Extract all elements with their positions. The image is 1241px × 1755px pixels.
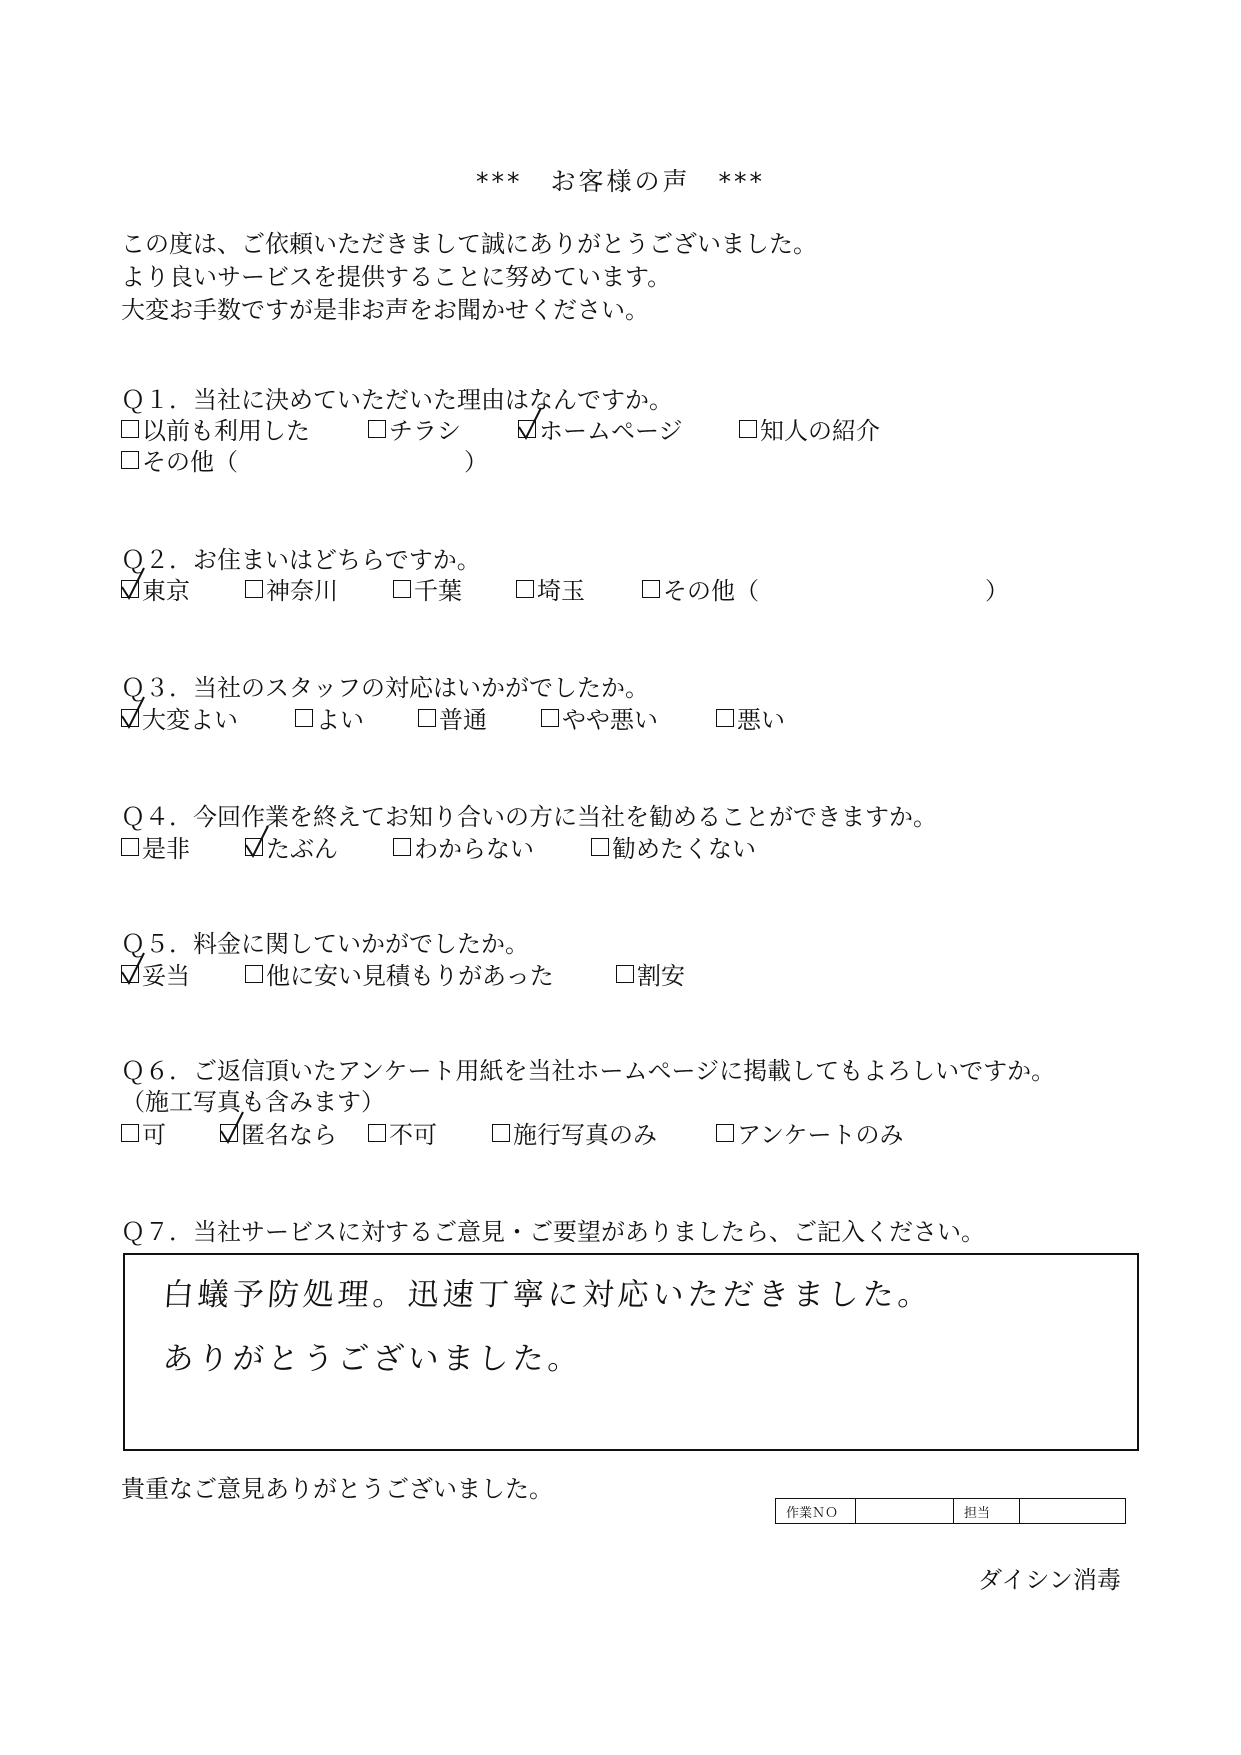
company-name: ダイシン消毒 [978, 1566, 1121, 1594]
question-6: Ｑ６．ご返信頂いたアンケート用紙を当社ホームページに掲載してもよろしいですか。 [121, 1057, 1056, 1085]
q5-option-cheaper-quote[interactable]: 他に安い見積もりがあった [245, 956, 554, 991]
checkbox[interactable] [418, 709, 436, 727]
q5-option-reasonable[interactable]: 妥当 [121, 956, 190, 991]
q2-option-saitama[interactable]: 埼玉 [516, 571, 585, 606]
q2-option-other[interactable]: その他（ [642, 571, 759, 606]
checkbox[interactable] [121, 420, 139, 438]
q2-option-tokyo[interactable]: 東京 [121, 571, 190, 606]
checkbox[interactable] [368, 420, 386, 438]
thanks-text: 貴重なご意見ありがとうございました。 [121, 1475, 553, 1503]
q6-option-anonymous[interactable]: 匿名なら [220, 1115, 337, 1150]
handwritten-answer-line: ありがとうございました。 [161, 1341, 585, 1377]
q2-option-kanagawa[interactable]: 神奈川 [245, 571, 338, 606]
checkbox[interactable] [368, 1124, 386, 1142]
q3-option-good[interactable]: よい [295, 700, 364, 735]
checkbox[interactable] [541, 709, 559, 727]
q6-option-ok[interactable]: 可 [121, 1115, 166, 1150]
checkbox[interactable] [642, 580, 660, 598]
q6-option-not-ok[interactable]: 不可 [368, 1115, 437, 1150]
question-6-note: （施工写真も含みます） [121, 1088, 385, 1116]
intro-line: この度は、ご依頼いただきまして誠にありがとうございました。 [121, 230, 817, 258]
check-mark-icon [517, 407, 543, 441]
q3-option-somewhat-bad[interactable]: やや悪い [541, 700, 658, 735]
check-mark-icon [219, 1111, 245, 1145]
q4-option-definitely[interactable]: 是非 [121, 829, 190, 864]
q1-option-referral[interactable]: 知人の紹介 [739, 411, 880, 446]
checkbox-checked[interactable] [121, 965, 139, 983]
q1-option-previous-use[interactable]: 以前も利用した [121, 411, 310, 446]
staff-field[interactable] [1020, 1499, 1124, 1523]
intro-line: 大変お手数ですが是非お声をお聞かせください。 [121, 296, 649, 324]
q2-option-chiba[interactable]: 千葉 [393, 571, 462, 606]
q1-option-flyer[interactable]: チラシ [368, 411, 461, 446]
q5-option-cheap[interactable]: 割安 [616, 956, 685, 991]
question-5: Ｑ５．料金に関していかがでしたか。 [121, 930, 529, 958]
check-mark-icon [120, 952, 146, 986]
q4-option-would-not[interactable]: 勧めたくない [591, 829, 756, 864]
checkbox[interactable] [716, 709, 734, 727]
work-no-field[interactable] [856, 1499, 954, 1523]
q1-other-close-paren: ） [464, 448, 488, 476]
staff-label: 担当 [954, 1499, 1020, 1523]
checkbox[interactable] [393, 580, 411, 598]
question-4: Ｑ４．今回作業を終えてお知り合いの方に当社を勧めることができますか。 [121, 803, 937, 831]
checkbox[interactable] [121, 838, 139, 856]
checkbox[interactable] [393, 838, 411, 856]
checkbox[interactable] [295, 709, 313, 727]
q3-option-average[interactable]: 普通 [418, 700, 487, 735]
checkbox-checked[interactable] [121, 580, 139, 598]
checkbox[interactable] [516, 580, 534, 598]
checkbox-checked[interactable] [518, 420, 536, 438]
handwritten-answer-line: 白蟻予防処理。迅速丁寧に対応いただきました。 [161, 1277, 935, 1313]
page-title: *** お客様の声 *** [475, 167, 765, 196]
office-use-table [775, 1498, 1126, 1524]
checkbox[interactable] [121, 451, 139, 469]
comment-box[interactable] [123, 1253, 1139, 1451]
checkbox[interactable] [591, 838, 609, 856]
q6-option-survey-only[interactable]: アンケートのみ [716, 1115, 904, 1150]
q4-option-not-sure[interactable]: わからない [393, 829, 534, 864]
q3-option-bad[interactable]: 悪い [716, 700, 785, 735]
q1-option-homepage[interactable]: ホームページ [518, 411, 683, 446]
question-1: Ｑ１．当社に決めていただいた理由はなんですか。 [121, 386, 673, 414]
checkbox-checked[interactable] [220, 1124, 238, 1142]
q4-option-probably[interactable]: たぶん [245, 829, 338, 864]
checkbox-checked[interactable] [245, 838, 263, 856]
check-mark-icon [244, 825, 270, 859]
checkbox[interactable] [739, 420, 757, 438]
q1-option-other[interactable]: その他（ [121, 442, 238, 477]
q6-option-photos-only[interactable]: 施行写真のみ [492, 1115, 657, 1150]
check-mark-icon [120, 567, 146, 601]
q3-option-very-good[interactable]: 大変よい [121, 700, 238, 735]
question-7: Ｑ７．当社サービスに対するご意見・ご要望がありましたら、ご記入ください。 [121, 1218, 985, 1246]
check-mark-icon [120, 696, 146, 730]
checkbox[interactable] [121, 1124, 139, 1142]
checkbox[interactable] [492, 1124, 510, 1142]
checkbox[interactable] [245, 580, 263, 598]
checkbox[interactable] [616, 965, 634, 983]
question-3: Ｑ３．当社のスタッフの対応はいかがでしたか。 [121, 674, 649, 702]
checkbox-checked[interactable] [121, 709, 139, 727]
question-2: Ｑ２．お住まいはどちらですか。 [121, 546, 481, 574]
intro-line: より良いサービスを提供することに努めています。 [121, 263, 672, 291]
work-no-label: 作業ＮＯ [776, 1499, 856, 1523]
q2-other-close-paren: ） [985, 577, 1009, 605]
checkbox[interactable] [245, 965, 263, 983]
checkbox[interactable] [716, 1124, 734, 1142]
intro-text [121, 228, 817, 327]
